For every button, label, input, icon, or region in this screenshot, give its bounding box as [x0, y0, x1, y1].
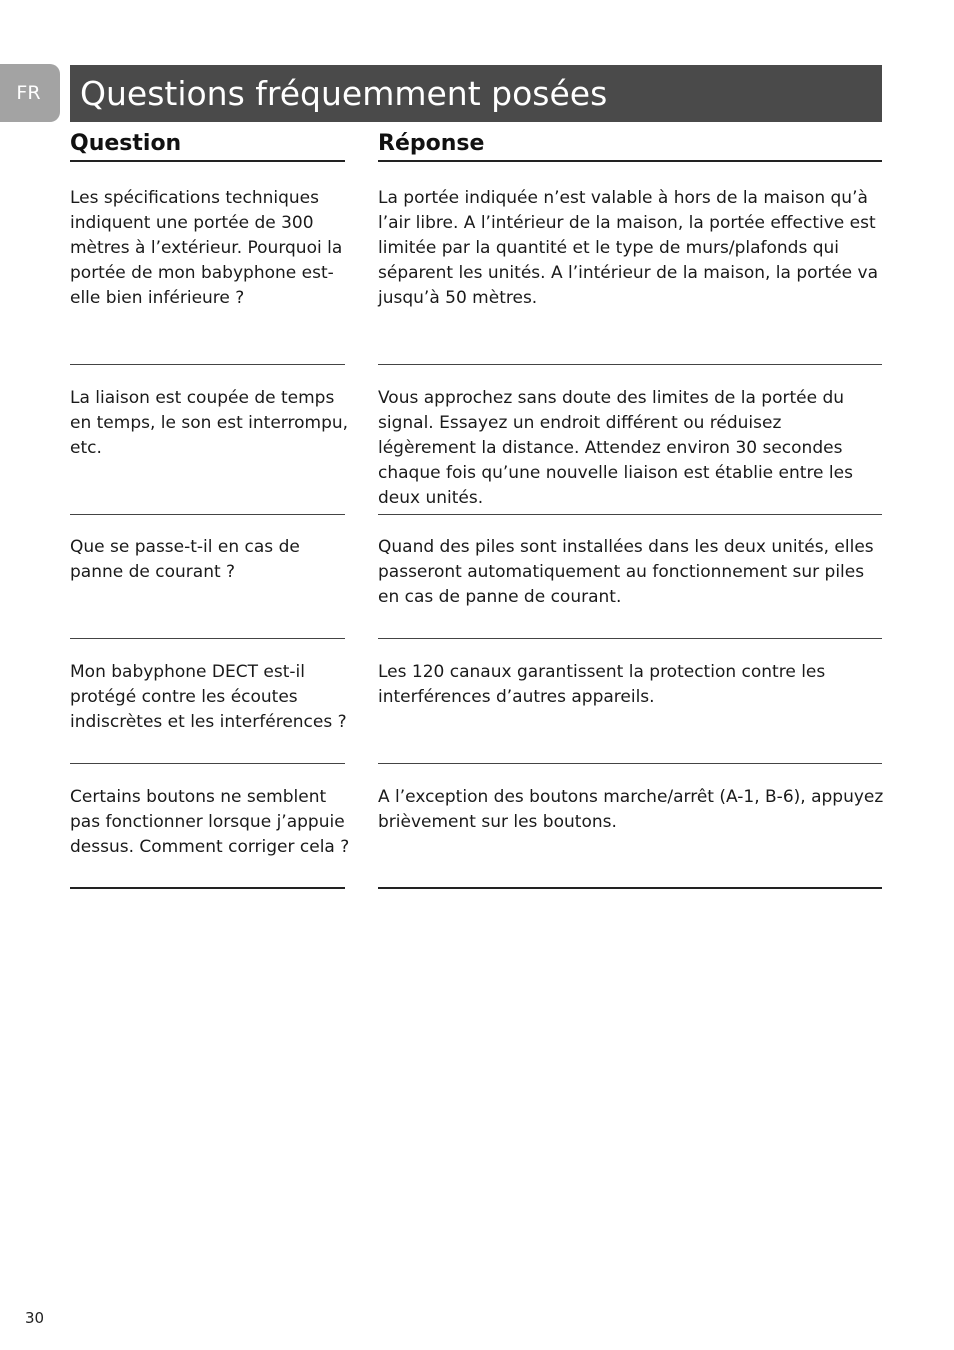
row-divider-2-answer [378, 514, 882, 515]
page-number: 30 [25, 1309, 45, 1327]
faq-question-5: Certains boutons ne semblent pas fonctionner lorsque j’appuie dessus. Comment corriger cela ? [70, 787, 350, 857]
row-divider-3-question [70, 638, 345, 639]
row-divider-5-question [70, 887, 345, 889]
faq-question-4: Mon babyphone DECT est-il protégé contre les écoutes indiscrètes et les interférences ? [70, 662, 347, 732]
row-divider-1-answer [378, 364, 882, 365]
row-divider-5-answer [378, 887, 882, 889]
question-column-header: Question [70, 126, 345, 162]
faq-answer-1: La portée indiquée n’est valable à hors de la maison qu’à l’air libre. A l’intérieur de la maison, la portée effective est limitée par la quantité et le type de murs/plafonds qui séparent les unités. A l’intérieur de la maison, la portée va jusqu’à 50 mètres. [378, 188, 878, 308]
faq-answer-2: Vous approchez sans doute des limites de la portée du signal. Essayez un endroit différent ou réduisez légèrement la distance. Attendez environ 30 secondes chaque fois qu’une nouvelle liaison est établie entre les deux unités. [378, 388, 853, 508]
faq-question-2: La liaison est coupée de temps en temps, le son est interrompu, etc. [70, 388, 349, 458]
faq-answer-3: Quand des piles sont installées dans les deux unités, elles passeront automatiquement au fonctionnement sur piles en cas de panne de courant. [378, 537, 874, 607]
page-title: Questions fréquemment posées [70, 65, 882, 122]
row-divider-4-question [70, 763, 345, 764]
answer-column-header: Réponse [378, 126, 882, 162]
language-tab: FR [0, 64, 60, 122]
row-divider-2-question [70, 514, 345, 515]
row-divider-3-answer [378, 638, 882, 639]
faq-answer-5: A l’exception des boutons marche/arrêt (A-1, B-6), appuyez brièvement sur les boutons. [378, 787, 884, 832]
row-divider-1-question [70, 364, 345, 365]
row-divider-4-answer [378, 763, 882, 764]
faq-question-1: Les spécifications techniques indiquent une portée de 300 mètres à l’extérieur. Pourquoi la portée de mon babyphone est-elle bien inférieure ? [70, 188, 343, 308]
faq-answer-4: Les 120 canaux garantissent la protection contre les interférences d’autres appareils. [378, 662, 826, 707]
faq-question-3: Que se passe-t-il en cas de panne de courant ? [70, 537, 300, 582]
